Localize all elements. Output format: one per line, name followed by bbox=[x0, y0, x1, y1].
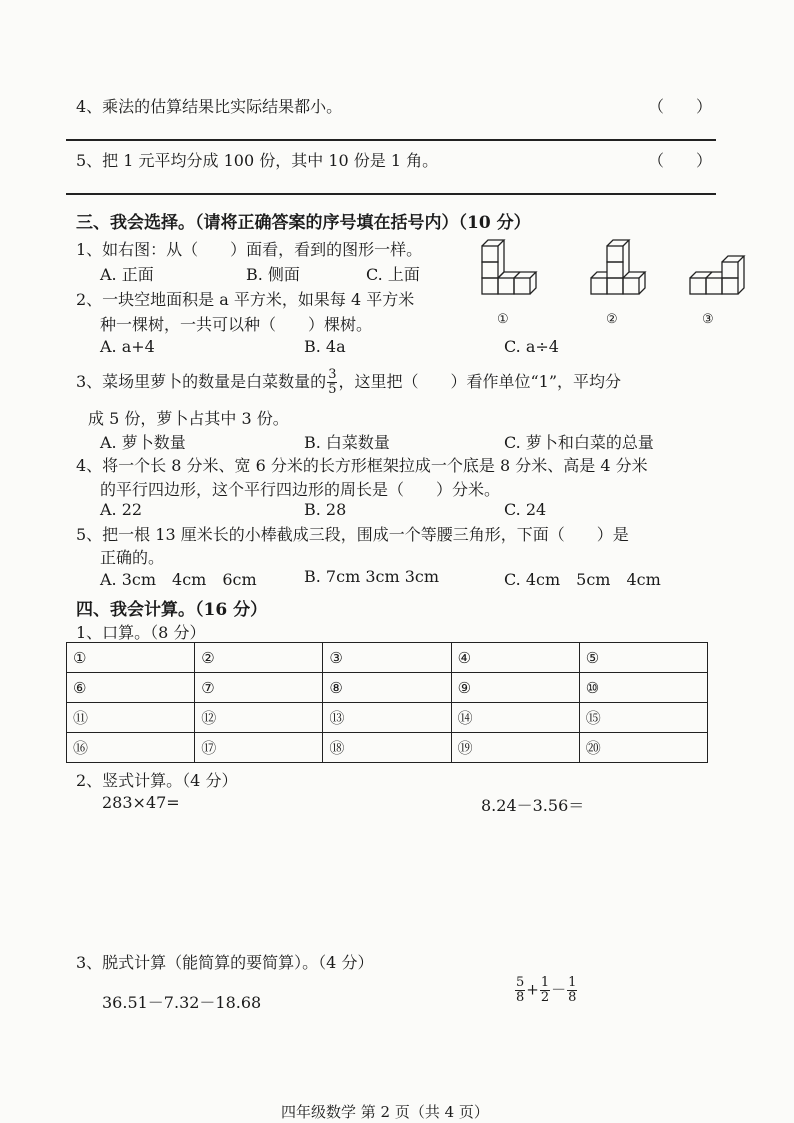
cube-figure-1 bbox=[476, 232, 548, 302]
s3-q3-stem-line2: 成 5 份，萝卜占其中 3 份。 bbox=[88, 409, 289, 428]
oral-calc-cell[interactable]: ④ bbox=[451, 643, 579, 673]
s3-q5-option-c[interactable]: C. 4cm 5cm 4cm bbox=[504, 570, 661, 589]
oral-calc-cell[interactable]: ② bbox=[195, 643, 323, 673]
frac-numerator: 1 bbox=[540, 975, 550, 990]
s4-oral-heading: 1、口算。（8 分） bbox=[76, 623, 206, 642]
s3-q4-stem-line2: 的平行四边形，这个平行四边形的周长是（ ）分米。 bbox=[100, 480, 501, 499]
oral-calc-cell[interactable]: ⑪ bbox=[67, 703, 195, 733]
divider bbox=[66, 139, 716, 141]
s3-q3-option-c[interactable]: C. 萝卜和白菜的总量 bbox=[504, 433, 654, 452]
s3-q3-option-b[interactable]: B. 白菜数量 bbox=[304, 433, 390, 452]
frac-denominator: 2 bbox=[540, 990, 550, 1005]
s3-q3-stem-line1 bbox=[76, 368, 621, 397]
step-expr-1: 36.51－7.32－18.68 bbox=[102, 993, 262, 1012]
s3-q5-stem-line1: 5、把一根 13 厘米长的小棒截成三段，围成一个等腰三角形，下面（ ）是 bbox=[76, 525, 629, 544]
s3-q3-option-a[interactable]: A. 萝卜数量 bbox=[100, 433, 186, 452]
oral-calc-cell[interactable]: ⑳ bbox=[579, 733, 707, 763]
table-row bbox=[67, 643, 708, 673]
fraction bbox=[327, 368, 337, 397]
s4-vertical-heading: 2、竖式计算。（4 分） bbox=[76, 771, 238, 790]
s3-q1-option-b[interactable]: B. 侧面 bbox=[246, 265, 300, 284]
section4-heading: 四、我会计算。（16 分） bbox=[76, 600, 268, 620]
s3-q2-option-b[interactable]: B. 4a bbox=[304, 337, 346, 356]
frac-denominator: 8 bbox=[516, 990, 525, 1005]
oral-calc-cell[interactable]: ⑮ bbox=[579, 703, 707, 733]
table-row bbox=[67, 673, 708, 703]
operator: + bbox=[526, 980, 539, 999]
fraction bbox=[515, 976, 525, 1005]
cube-figure-3 bbox=[682, 232, 754, 302]
s3-q5-option-b[interactable]: B. 7cm 3cm 3cm bbox=[304, 567, 440, 586]
fraction bbox=[540, 976, 550, 1005]
oral-calc-cell[interactable]: ⑲ bbox=[451, 733, 579, 763]
oral-calc-cell[interactable]: ⑰ bbox=[195, 733, 323, 763]
vertical-expr-1: 283×47= bbox=[102, 793, 180, 812]
frac-numerator: 1 bbox=[568, 975, 577, 990]
s3-q2-stem-line2: 种一棵树，一共可以种（ ）棵树。 bbox=[100, 315, 373, 334]
s3-q1-stem: 1、如右图：从（ ）面看，看到的图形一样。 bbox=[76, 240, 423, 259]
oral-calc-cell[interactable]: ⑩ bbox=[579, 673, 707, 703]
fraction bbox=[567, 976, 577, 1005]
s3-q1-option-c[interactable]: C. 上面 bbox=[366, 265, 420, 284]
section3-heading: 三、我会选择。（请将正确答案的序号填在括号内）（10 分） bbox=[76, 213, 531, 233]
oral-calc-cell[interactable]: ⑧ bbox=[323, 673, 451, 703]
oral-calc-table bbox=[66, 642, 708, 763]
s3-q2-option-c[interactable]: C. a÷4 bbox=[504, 337, 559, 356]
oral-calc-cell[interactable]: ① bbox=[67, 643, 195, 673]
judge-q5-text: 5、把 1 元平均分成 100 份，其中 10 份是 1 角。 bbox=[76, 151, 439, 170]
oral-calc-cell[interactable]: ⑬ bbox=[323, 703, 451, 733]
s3-q5-stem-line2: 正确的。 bbox=[100, 548, 165, 567]
frac-denominator: 5 bbox=[328, 382, 337, 397]
s4-step-heading: 3、脱式计算（能简算的要简算）。（4 分） bbox=[76, 953, 374, 972]
s3-q3-stem-post: ，这里把（ ）看作单位“1”，平均分 bbox=[338, 372, 622, 391]
s3-q4-option-a[interactable]: A. 22 bbox=[100, 500, 143, 519]
cube-label-1: ① bbox=[497, 312, 509, 327]
judge-q4-text: 4、乘法的估算结果比实际结果都小。 bbox=[76, 97, 343, 116]
oral-calc-cell[interactable]: ⑭ bbox=[451, 703, 579, 733]
cube-label-2: ② bbox=[606, 312, 618, 327]
frac-numerator: 3 bbox=[328, 367, 337, 382]
s3-q3-stem-pre: 3、菜场里萝卜的数量是白菜数量的 bbox=[76, 372, 327, 391]
oral-calc-cell[interactable]: ⑯ bbox=[67, 733, 195, 763]
cube-label-3: ③ bbox=[702, 312, 714, 327]
cube-figure-2 bbox=[585, 232, 657, 302]
oral-calc-cell[interactable]: ③ bbox=[323, 643, 451, 673]
s3-q2-option-a[interactable]: A. a+4 bbox=[100, 337, 155, 356]
oral-calc-cell[interactable]: ⑫ bbox=[195, 703, 323, 733]
judge-q5-answer-paren[interactable]: （ ） bbox=[648, 151, 713, 170]
divider bbox=[66, 193, 716, 195]
vertical-expr-2: 8.24－3.56＝ bbox=[481, 796, 585, 815]
frac-numerator: 5 bbox=[516, 975, 525, 990]
s3-q2-stem-line1: 2、一块空地面积是 a 平方米，如果每 4 平方米 bbox=[76, 290, 415, 309]
s3-q4-option-b[interactable]: B. 28 bbox=[304, 500, 347, 519]
operator: － bbox=[551, 980, 567, 999]
oral-calc-cell[interactable]: ⑥ bbox=[67, 673, 195, 703]
oral-calc-cell[interactable]: ⑤ bbox=[579, 643, 707, 673]
table-row bbox=[67, 733, 708, 763]
s3-q4-stem-line1: 4、将一个长 8 分米、宽 6 分米的长方形框架拉成一个底是 8 分米、高是 4 分米 bbox=[76, 456, 648, 475]
table-row bbox=[67, 703, 708, 733]
judge-q4-answer-paren[interactable]: （ ） bbox=[648, 97, 713, 116]
oral-calc-cell[interactable]: ⑦ bbox=[195, 673, 323, 703]
frac-denominator: 8 bbox=[568, 990, 577, 1005]
step-expr-2 bbox=[514, 976, 578, 1005]
oral-calc-cell[interactable]: ⑱ bbox=[323, 733, 451, 763]
page-footer: 四年级数学 第 2 页（共 4 页） bbox=[281, 1103, 489, 1121]
oral-calc-cell[interactable]: ⑨ bbox=[451, 673, 579, 703]
s3-q5-option-a[interactable]: A. 3cm 4cm 6cm bbox=[100, 570, 257, 589]
s3-q4-option-c[interactable]: C. 24 bbox=[504, 500, 547, 519]
s3-q1-option-a[interactable]: A. 正面 bbox=[100, 265, 154, 284]
